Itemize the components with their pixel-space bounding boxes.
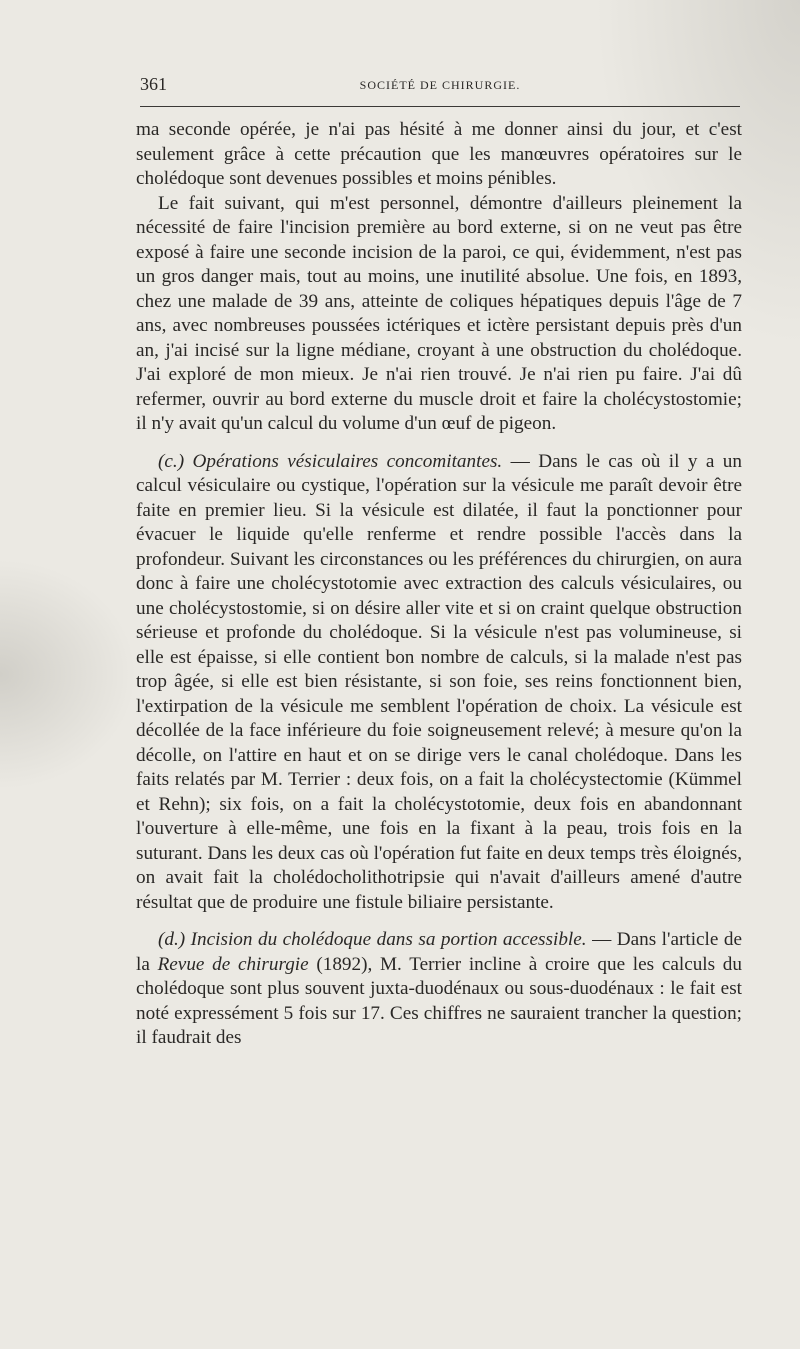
- section-c-text: — Dans le cas où il y a un calcul vésiculaire ou cystique, l'opération sur la vésicule me paraît devoir être faite en premier lieu. Si la vésicule est dilatée, il faut la ponctionner pour évacuer le liquide qu'elle renferme et rendre possible l'accès dans la profondeur. Suivant les circonstances ou les préférences du chirurgien, on aura donc à faire une cholécystotomie avec extraction des calculs vésiculaires, ou une cholécystostomie, si on désire aller vite et si on craint quelque obstruction sérieuse et profonde du cholédoque. Si la vésicule n'est pas volumineuse, si elle est épaisse, si elle contient bon nombre de calculs, si la malade n'est pas trop âgée, si elle est bien résistante, si son foie, ses reins fonctionnent bien, l'extirpation de la vésicule me semblent l'opération de choix. La vésicule est décollée de la face inférieure du foie soigneusement relevé; à mesure qu'on la décolle, on l'attire en haut et on se dirige vers le canal cholédoque. Dans les faits relatés par M. Terrier : deux fois, on a fait la cholécystectomie (Kümmel et Rehn); six fois, on a fait la cholécystotomie, deux fois en abandonnant l'ouverture à elle-même, une fois en la fixant à la peau, trois fois en la suturant. Dans les deux cas où l'opération fut faite en deux temps très éloignés, on avait fait la cholédocholithotripsie qui n'avait d'ailleurs amené d'autre résultat que de produire une fistule biliaire persistante.: [136, 450, 742, 913]
- section-d-text-b: (1892), M. Terrier incline à croire que les calculs du cholédoque sont plus souvent juxta-duodénaux ou sous-duodénaux : le fait est noté expressément 5 fois sur 17. Ces chiffres ne sauraient trancher la question; il faudrait des: [136, 953, 742, 1048]
- section-c-title: Opérations vésiculaires concomitantes.: [192, 450, 503, 472]
- running-title: SOCIÉTÉ DE CHIRURGIE.: [359, 78, 521, 92]
- section-d-paragraph: [136, 928, 742, 1051]
- header-rule: [140, 106, 740, 107]
- section-d-text-a: — Dans l'article de la: [136, 929, 743, 975]
- section-d-title: Incision du cholédoque dans sa portion accessible.: [190, 929, 587, 950]
- body-text: [136, 118, 742, 1051]
- page-number: 361: [140, 74, 167, 94]
- page-header: [140, 74, 740, 100]
- paragraph-personal-case: Le fait suivant, qui m'est personnel, démontre d'ailleurs pleinement la nécessité de faire l'incision première au bord externe, si on ne veut pas être exposé à faire une seconde incision de la paroi, ce qui, évidemment, n'est pas un gros danger mais, tout au moins, une inutilité absolue. Une fois, en 1893, chez une malade de 39 ans, atteinte de coliques hépatiques depuis l'âge de 7 ans, avec nombreuses poussées ictériques et ictère persistant depuis près d'un an, j'ai incisé sur la ligne médiane, croyant à une obstruction du cholédoque. J'ai exploré de mon mieux. Je n'ai rien trouvé. Je n'ai rien pu faire. J'ai dû refermer, ouvrir au bord externe du muscle droit et faire la cholécystostomie; il n'y avait qu'un calcul du volume d'un œuf de pigeon.: [136, 192, 742, 434]
- section-c-label: (c.): [158, 450, 185, 472]
- section-d-label: (d.): [158, 929, 186, 950]
- paragraph-continuation: ma seconde opérée, je n'ai pas hésité à me donner ainsi du jour, et c'est seulement grâce à cette précaution que les manœuvres opératoires sur le cholédoque sont devenues possibles et moins pénibles.: [136, 119, 742, 189]
- journal-title: Revue de chirurgie: [157, 953, 309, 975]
- section-c-paragraph: [136, 450, 742, 916]
